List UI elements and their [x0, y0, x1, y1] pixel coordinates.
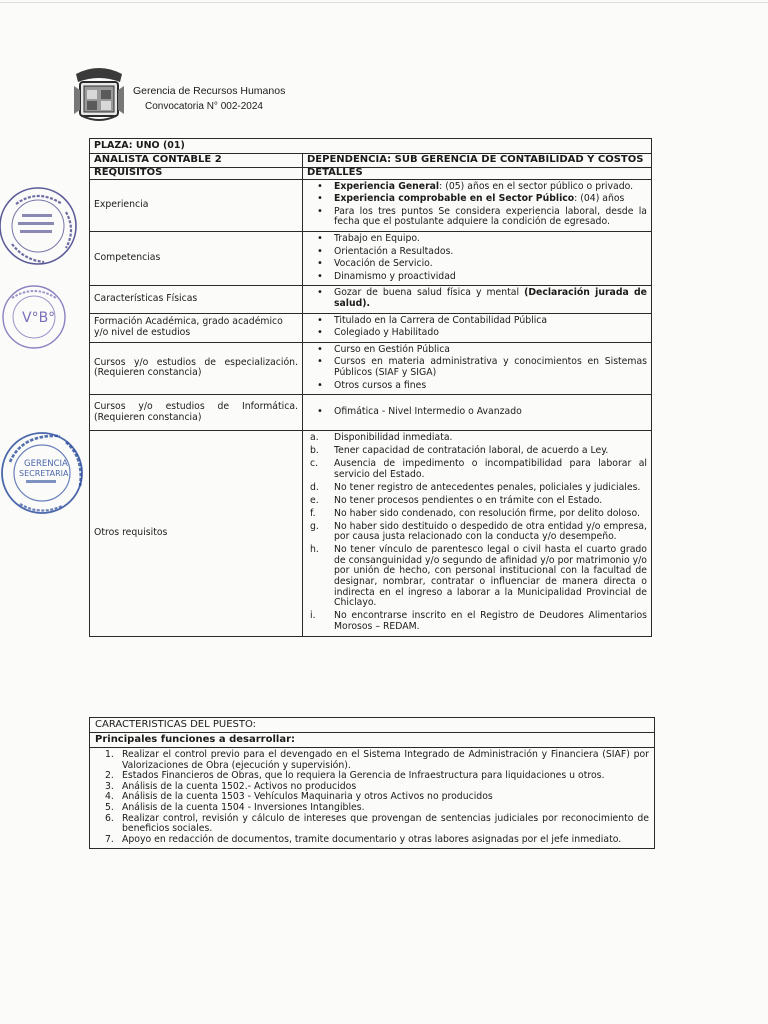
list-item: • Para los tres puntos Se considera experiencia laboral, desde la fecha que el postulante adquiere la condición de egresado. — [334, 207, 647, 228]
label-caracteristicas: Características Físicas — [90, 286, 303, 313]
funciones-list — [95, 750, 649, 845]
column-header-row — [90, 167, 652, 179]
stamp-vobo — [0, 284, 70, 350]
col-detalles-header: DETALLES — [303, 167, 652, 179]
list-item: c. Ausencia de impedimento o incompatibilidad para laborar al servicio del Estado. — [310, 458, 647, 480]
list-item: • Vocación de Servicio. — [334, 259, 647, 270]
list-item: d. No tener registro de antecedentes penales, policiales y judiciales. — [310, 481, 641, 493]
formacion-list — [307, 316, 647, 339]
label-informatica: Cursos y/o estudios de Informática. (Requieren constancia) — [90, 395, 303, 431]
row-informatica — [90, 395, 652, 431]
list-item: • Colegiado y Habilitado — [334, 328, 647, 339]
label-otros: Otros requisitos — [90, 431, 303, 637]
label-cursos: Cursos y/o estudios de especialización. (Requieren constancia) — [90, 342, 303, 394]
list-item: • Trabajo en Equipo. — [334, 234, 647, 245]
svg-text:GERENCIA: GERENCIA — [24, 459, 68, 469]
list-item: g. No haber sido destituido o despedido de otra entidad y/o empresa, por causa justa relacionado con la conducta y/o desempeño. — [310, 520, 647, 543]
list-item: • Gozar de buena salud física y mental (Declaración jurada de salud). — [334, 288, 647, 309]
funciones-title: CARACTERISTICAS DEL PUESTO: — [90, 718, 655, 733]
list-item: • Dinamismo y proactividad — [334, 272, 647, 283]
stamp-gerencia-admin-finanzas — [0, 182, 82, 270]
list-item: • Experiencia General: (05) años en el sector público o privado. — [334, 182, 647, 193]
label-formacion: Formación Académica, grado académico y/o nivel de estudios — [90, 313, 303, 342]
list-item: 6. Realizar control, revisión y cálculo de intereses que provengan de sentencias judiciales por reconocimiento de beneficios sociales. — [105, 812, 649, 835]
row-caracteristicas-fisicas — [90, 286, 652, 313]
funciones-subtitle: Principales funciones a desarrollar: — [90, 733, 655, 748]
svg-text:SECRETARIA: SECRETARIA — [19, 469, 69, 478]
col-requisitos-header: REQUISITOS — [90, 167, 303, 179]
header-org: Gerencia de Recursos Humanos — [133, 85, 286, 97]
requirements-table — [89, 138, 652, 637]
list-item: • Cursos en materia administrativa y conocimientos en Sistemas Públicos (SIAF y SIGA) — [334, 357, 647, 378]
list-item: b. Tener capacidad de contratación laboral, de acuerdo a Ley. — [310, 445, 609, 457]
list-item: 2. Estados Financieros de Obras, que lo requiera la Gerencia de Infraestructura para liquidaciones u otros. — [105, 770, 605, 782]
position-row — [90, 154, 652, 168]
list-item: 3. Análisis de la cuenta 1502.- Activos no producidos — [105, 780, 357, 792]
list-item: 1. Realizar el control previo para el devengado en el Sistema Integrado de Administración y Financiera (SIAF) por Valorizaciones de Obra (ejecución y supervisión). — [105, 749, 649, 771]
list-item: 7. Apoyo en redacción de documentos, tramite documentario y otras labores asignadas por el jefe inmediato. — [105, 833, 622, 845]
list-item: i. No encontrarse inscrito en el Registro de Deudores Alimentarios Morosos – REDAM. — [310, 610, 647, 632]
funciones-title-row — [90, 718, 655, 733]
row-otros-requisitos — [90, 431, 652, 637]
list-item: h. No tener vínculo de parentesco legal o civil hasta el cuarto grado de consanguinidad y/o segundo de afinidad y/o por matrimonio y/o por unión de hecho, con personal institucional con la facultad de designar, nombrar, contratar o influenciar de manera directa o indirecta en el ingreso a laborar a la Municipalidad Provincial de Chiclayo. — [310, 544, 647, 609]
list-item: • Orientación a Resultados. — [334, 247, 647, 258]
list-item: • Ofimática - Nivel Intermedio o Avanzado — [334, 407, 647, 418]
municipal-crest-logo — [70, 64, 128, 124]
funciones-table — [89, 717, 655, 849]
plaza-title: PLAZA: UNO (01) — [90, 139, 652, 154]
svg-text:V°B°: V°B° — [22, 310, 56, 326]
funciones-subtitle-row — [90, 733, 655, 748]
list-item: f. No haber sido condenado, con resolución firme, por delito doloso. — [310, 507, 641, 519]
list-item: • Experiencia comprobable en el Sector Público: (04) años — [334, 194, 647, 205]
caracteristicas-list — [307, 288, 647, 309]
cursos-list — [307, 345, 647, 391]
plaza-row — [90, 139, 652, 154]
competencias-list — [307, 234, 647, 282]
list-item: 4. Análisis de la cuenta 1503 - Vehículos Maquinaria y otros Activos no producidos — [105, 791, 493, 803]
label-competencias: Competencias — [90, 231, 303, 285]
row-experiencia — [90, 179, 652, 231]
funciones-list-row — [90, 748, 655, 849]
stamp-gerencia-secretaria — [0, 428, 88, 518]
row-cursos — [90, 342, 652, 394]
scan-edge-line — [0, 2, 768, 3]
row-competencias — [90, 231, 652, 285]
list-item: • Otros cursos a fines — [334, 381, 647, 392]
otros-list — [307, 433, 647, 632]
experiencia-list — [307, 182, 647, 228]
informatica-list — [307, 407, 647, 418]
list-item: e. No tener procesos pendientes o en trámite con el Estado. — [310, 494, 603, 506]
label-experiencia: Experiencia — [90, 179, 303, 231]
list-item: • Titulado en la Carrera de Contabilidad Pública — [334, 316, 647, 327]
dependencia-label: DEPENDENCIA: SUB GERENCIA DE CONTABILIDAD Y COSTOS — [303, 154, 652, 168]
position-title: ANALISTA CONTABLE 2 — [90, 154, 303, 168]
row-formacion — [90, 313, 652, 342]
list-item: • Curso en Gestión Pública — [334, 345, 647, 356]
header-convocatoria: Convocatoria N° 002-2024 — [145, 101, 263, 112]
list-item: 5. Análisis de la cuenta 1504 - Inversiones Intangibles. — [105, 801, 365, 813]
document-header — [133, 84, 285, 114]
list-item: a. Disponibilidad inmediata. — [310, 432, 453, 444]
